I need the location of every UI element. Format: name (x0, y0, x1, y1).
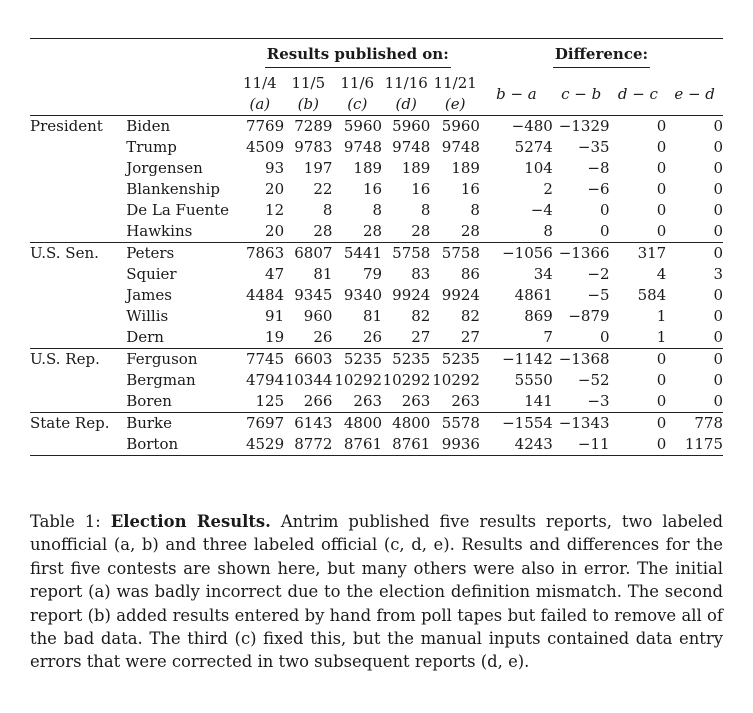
difference-cell: −3 (587, 392, 610, 410)
vote-count-cell: 16 (460, 180, 480, 198)
table-row (30, 413, 723, 435)
difference-cell: −35 (577, 138, 610, 156)
difference-cell: 0 (610, 413, 667, 435)
difference-cell: 0 (713, 138, 723, 156)
office-label (30, 327, 126, 349)
vote-count-cell: 22 (313, 180, 333, 198)
difference-cell: −1142 (480, 349, 553, 371)
report-letter: (a) (249, 95, 271, 113)
office-label (30, 391, 126, 413)
vote-count-cell: 9748 (392, 138, 431, 156)
candidate-name: Willis (126, 307, 169, 325)
vote-count-cell: 9748 (441, 138, 480, 156)
candidate-name: Ferguson (126, 349, 235, 371)
difference-cell: 34 (533, 265, 553, 283)
difference-cell: 0 (713, 328, 723, 346)
candidate-name: Burke (126, 413, 235, 435)
difference-cell: 5274 (514, 138, 553, 156)
vote-count-cell: 7769 (236, 116, 285, 138)
difference-cell: 0 (656, 222, 667, 240)
candidate-name: Dern (126, 328, 164, 346)
vote-count-cell: 82 (411, 307, 431, 325)
difference-cell: 0 (656, 201, 667, 219)
difference-cell: −2 (587, 265, 610, 283)
table-row (30, 306, 723, 327)
vote-count-cell: 8 (470, 201, 480, 219)
report-letter: (b) (297, 95, 319, 113)
difference-cell: 0 (666, 243, 723, 265)
vote-count-cell: 47 (265, 265, 285, 283)
vote-count-cell: 5235 (430, 349, 480, 371)
vote-count-cell: 5960 (382, 116, 430, 138)
vote-count-cell: 6807 (284, 243, 332, 265)
vote-count-cell: 8 (372, 201, 383, 219)
vote-count-cell: 7745 (236, 349, 285, 371)
difference-cell: −5 (587, 286, 610, 304)
difference-cell: 0 (713, 286, 723, 304)
candidate-name: Peters (126, 243, 235, 265)
office-label: U.S. Sen. (30, 243, 126, 265)
table-row (30, 349, 723, 371)
difference-cell: 0 (713, 307, 723, 325)
office-label (30, 370, 126, 391)
vote-count-cell: 19 (265, 328, 285, 346)
vote-count-cell: 86 (460, 265, 480, 283)
vote-count-cell: 28 (460, 222, 480, 240)
office-label (30, 434, 126, 456)
date-header: 11/21 (433, 74, 477, 92)
vote-count-cell: 6603 (284, 349, 332, 371)
difference-cell: −52 (577, 371, 610, 389)
report-letter: (e) (444, 95, 466, 113)
difference-cell: −1554 (480, 413, 553, 435)
office-label (30, 137, 126, 158)
difference-cell: 7 (543, 328, 553, 346)
vote-count-cell: 8772 (284, 434, 332, 456)
vote-count-cell: 7697 (236, 413, 285, 435)
vote-count-cell: 10292 (432, 371, 480, 389)
difference-cell: 2 (543, 180, 553, 198)
difference-cell: 1 (656, 328, 667, 346)
vote-count-cell: 5441 (332, 243, 382, 265)
office-label: State Rep. (30, 413, 126, 435)
difference-cell: 5550 (514, 371, 553, 389)
difference-cell: 317 (610, 243, 667, 265)
vote-count-cell: 4484 (245, 286, 285, 304)
difference-cell: 778 (666, 413, 723, 435)
caption-label: Table 1: (30, 512, 101, 531)
difference-cell: 0 (600, 328, 610, 346)
vote-count-cell: 83 (411, 265, 431, 283)
vote-count-cell: 12 (265, 201, 285, 219)
diff-header: d − c (617, 84, 658, 103)
vote-count-cell: 5758 (382, 243, 430, 265)
difference-cell: 0 (600, 201, 610, 219)
office-label (30, 306, 126, 327)
difference-cell: 0 (656, 392, 667, 410)
table-row (30, 200, 723, 221)
vote-count-cell: 81 (362, 307, 383, 325)
candidate-name: Blankenship (126, 180, 220, 198)
difference-cell: 104 (524, 159, 553, 177)
vote-count-cell: 79 (362, 265, 383, 283)
difference-cell: 0 (666, 116, 723, 138)
difference-cell: −1056 (480, 243, 553, 265)
difference-cell: 0 (713, 222, 723, 240)
difference-cell: 0 (656, 371, 667, 389)
table-row (30, 179, 723, 200)
report-letter: (d) (395, 95, 417, 113)
vote-count-cell: 7289 (284, 116, 332, 138)
difference-cell: 0 (610, 116, 667, 138)
table-row (30, 137, 723, 158)
vote-count-cell: 27 (411, 328, 431, 346)
date-header: 11/16 (384, 74, 428, 92)
vote-count-cell: 9936 (430, 434, 480, 456)
difference-cell: −6 (587, 180, 610, 198)
vote-count-cell: 5235 (382, 349, 430, 371)
header-date-row (30, 73, 723, 94)
date-header: 11/4 (242, 74, 277, 92)
vote-count-cell: 8761 (332, 434, 382, 456)
difference-cell: 0 (656, 180, 667, 198)
vote-count-cell: 82 (460, 307, 480, 325)
header-group-row (30, 39, 723, 74)
office-label (30, 264, 126, 285)
vote-count-cell: 189 (353, 159, 383, 177)
vote-count-cell: 8 (420, 201, 431, 219)
difference-cell: 0 (713, 180, 723, 198)
table-row (30, 243, 723, 265)
vote-count-cell: 9924 (392, 286, 431, 304)
candidate-name: Trump (126, 138, 177, 156)
vote-count-cell: 93 (265, 159, 285, 177)
office-label (30, 200, 126, 221)
date-header: 11/5 (291, 74, 326, 92)
vote-count-cell: 8761 (382, 434, 430, 456)
vote-count-cell: 28 (411, 222, 431, 240)
office-label (30, 158, 126, 179)
candidate-name: Hawkins (126, 222, 193, 240)
candidate-name: Borton (126, 434, 235, 456)
difference-cell: 1175 (666, 434, 723, 456)
vote-count-cell: 27 (460, 328, 480, 346)
difference-cell: −8 (587, 159, 610, 177)
vote-count-cell: 263 (353, 392, 383, 410)
difference-cell: 0 (713, 392, 723, 410)
difference-cell: 4243 (480, 434, 553, 456)
vote-count-cell: 9924 (441, 286, 480, 304)
vote-count-cell: 197 (303, 159, 333, 177)
vote-count-cell: 20 (265, 180, 285, 198)
vote-count-cell: 4794 (245, 371, 285, 389)
difference-cell: −11 (553, 434, 610, 456)
caption-title: Election Results. (110, 512, 271, 531)
vote-count-cell: 16 (411, 180, 431, 198)
difference-cell: 869 (524, 307, 553, 325)
difference-cell: −1368 (553, 349, 610, 371)
table-row (30, 391, 723, 413)
difference-group-heading: Difference: (553, 44, 650, 68)
table-row (30, 285, 723, 306)
vote-count-cell: 189 (451, 159, 480, 177)
candidate-name: Biden (126, 116, 235, 138)
office-label: U.S. Rep. (30, 349, 126, 371)
difference-cell: 141 (524, 392, 553, 410)
vote-count-cell: 10292 (334, 371, 383, 389)
difference-cell: 0 (610, 349, 667, 371)
report-letter: (c) (347, 95, 368, 113)
difference-cell: −4 (530, 201, 553, 219)
vote-count-cell: 189 (401, 159, 431, 177)
difference-cell: 4 (656, 265, 667, 283)
difference-cell: 0 (713, 159, 723, 177)
vote-count-cell: 28 (313, 222, 333, 240)
office-label: President (30, 116, 126, 138)
candidate-name: Jorgensen (126, 159, 203, 177)
vote-count-cell: 263 (401, 392, 431, 410)
difference-cell: 3 (713, 265, 723, 283)
candidate-name: Bergman (126, 371, 196, 389)
vote-count-cell: 5235 (332, 349, 382, 371)
candidate-name: Boren (126, 392, 172, 410)
vote-count-cell: 9340 (343, 286, 383, 304)
vote-count-cell: 7863 (236, 243, 285, 265)
vote-count-cell: 4800 (382, 413, 430, 435)
difference-cell: 0 (666, 349, 723, 371)
difference-cell: 0 (656, 159, 667, 177)
vote-count-cell: 9345 (294, 286, 333, 304)
election-results-table (30, 38, 723, 456)
vote-count-cell: 263 (451, 392, 480, 410)
difference-cell: 8 (543, 222, 553, 240)
difference-cell: −879 (568, 307, 610, 325)
vote-count-cell: 20 (265, 222, 285, 240)
candidate-name: De La Fuente (126, 201, 230, 219)
vote-count-cell: 26 (313, 328, 333, 346)
vote-count-cell: 9748 (343, 138, 383, 156)
office-label (30, 221, 126, 243)
caption-text: Antrim published five results reports, two labeled unofficial (a, b) and three labeled official (c, d, e). Results and differences for the first five contests are shown here, but many others were also in error. The initial report (a) was badly incorrect due to the election definition mismatch. The second report (b) added results entered by hand from poll tapes but failed to remove all of the bad data. The third (c) fixed this, but the manual inputs contained data entry errors that were corrected in two subsequent reports (d, e). (30, 512, 723, 672)
vote-count-cell: 5960 (332, 116, 382, 138)
vote-count-cell: 91 (265, 307, 285, 325)
table-row (30, 370, 723, 391)
difference-cell: −1343 (553, 413, 610, 435)
vote-count-cell: 4529 (236, 434, 285, 456)
candidate-name: Squier (126, 265, 177, 283)
office-label (30, 285, 126, 306)
difference-cell: 0 (713, 371, 723, 389)
vote-count-cell: 16 (362, 180, 383, 198)
vote-count-cell: 26 (362, 328, 383, 346)
vote-count-cell: 81 (313, 265, 333, 283)
office-label (30, 179, 126, 200)
difference-cell: 0 (713, 201, 723, 219)
candidate-name: James (126, 286, 172, 304)
diff-header: c − b (561, 84, 602, 103)
vote-count-cell: 266 (303, 392, 333, 410)
table-row (30, 264, 723, 285)
date-header: 11/6 (340, 74, 375, 92)
difference-cell: −480 (480, 116, 553, 138)
vote-count-cell: 5758 (430, 243, 480, 265)
difference-cell: 4861 (514, 286, 553, 304)
difference-cell: −1366 (553, 243, 610, 265)
vote-count-cell: 5960 (430, 116, 480, 138)
table-row (30, 116, 723, 138)
published-group-heading: Results published on: (265, 44, 451, 68)
difference-cell: 584 (637, 286, 667, 304)
vote-count-cell: 4800 (332, 413, 382, 435)
vote-count-cell: 28 (362, 222, 383, 240)
vote-count-cell: 8 (322, 201, 333, 219)
vote-count-cell: 5578 (430, 413, 480, 435)
table-row (30, 158, 723, 179)
difference-cell: 1 (656, 307, 667, 325)
difference-cell: 0 (600, 222, 610, 240)
difference-cell: 0 (656, 138, 667, 156)
table-row (30, 327, 723, 349)
vote-count-cell: 4509 (245, 138, 285, 156)
vote-count-cell: 960 (303, 307, 333, 325)
table-caption (30, 510, 723, 674)
difference-cell: 0 (610, 434, 667, 456)
diff-header: e − d (674, 84, 715, 103)
vote-count-cell: 6143 (284, 413, 332, 435)
difference-cell: −1329 (553, 116, 610, 138)
vote-count-cell: 10292 (382, 371, 431, 389)
table-row (30, 434, 723, 456)
table-row (30, 221, 723, 243)
vote-count-cell: 125 (255, 392, 285, 410)
diff-header: b − a (496, 84, 537, 103)
vote-count-cell: 9783 (294, 138, 333, 156)
vote-count-cell: 10344 (284, 371, 333, 389)
